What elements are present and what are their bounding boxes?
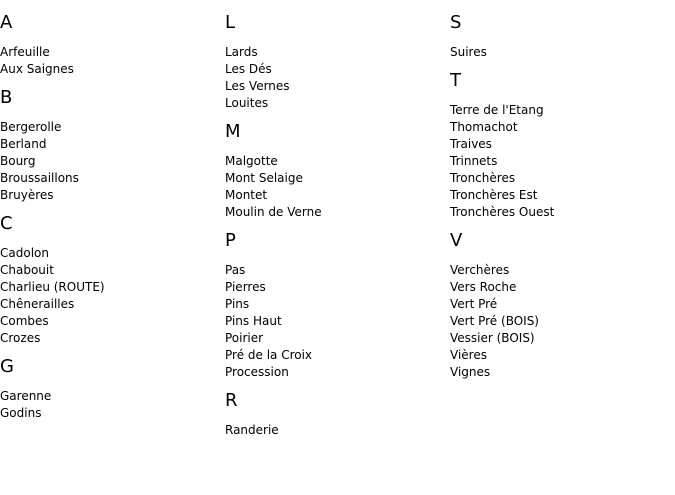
- place-link[interactable]: Vert Pré: [450, 297, 498, 311]
- place-link[interactable]: Randerie: [225, 423, 279, 437]
- place-link[interactable]: Moulin de Verne: [225, 205, 322, 219]
- place-link[interactable]: Vessier (BOIS): [450, 331, 535, 345]
- place-link[interactable]: Tronchères Est: [450, 188, 538, 202]
- letter-group: [0, 10, 220, 78]
- place-list: [225, 153, 445, 221]
- letter-group: [225, 228, 445, 381]
- place-link[interactable]: Procession: [225, 365, 289, 379]
- place-link[interactable]: Pas: [225, 263, 246, 277]
- place-link[interactable]: Vers Roche: [450, 280, 517, 294]
- place-list: [450, 44, 670, 61]
- place-link[interactable]: Les Vernes: [225, 79, 290, 93]
- place-list: [0, 119, 220, 204]
- place-link[interactable]: Bourg: [0, 154, 36, 168]
- letter-heading: L: [225, 12, 236, 33]
- place-link[interactable]: Aux Saignes: [0, 62, 74, 76]
- letter-group: [225, 119, 445, 221]
- place-link[interactable]: Tronchères Ouest: [450, 205, 555, 219]
- place-link[interactable]: Malgotte: [225, 154, 278, 168]
- place-link[interactable]: Thomachot: [450, 120, 518, 134]
- place-link[interactable]: Charlieu (ROUTE): [0, 280, 105, 294]
- letter-heading: M: [225, 121, 241, 142]
- place-list: [0, 44, 220, 78]
- place-link[interactable]: Crozes: [0, 331, 41, 345]
- letter-heading: S: [450, 12, 462, 33]
- place-link[interactable]: Louites: [225, 96, 269, 110]
- letter-heading: T: [450, 70, 461, 91]
- place-link[interactable]: Montet: [225, 188, 268, 202]
- place-link[interactable]: Mont Selaige: [225, 171, 303, 185]
- place-link[interactable]: Cadolon: [0, 246, 49, 260]
- place-link[interactable]: Chabouit: [0, 263, 54, 277]
- place-link[interactable]: Pins Haut: [225, 314, 282, 328]
- letter-heading: A: [0, 12, 13, 33]
- place-list: [225, 44, 445, 112]
- letter-group: [0, 354, 220, 422]
- place-link[interactable]: Tronchères: [450, 171, 516, 185]
- letter-group: [0, 85, 220, 204]
- place-link[interactable]: Pré de la Croix: [225, 348, 313, 362]
- index-column-1: [0, 10, 220, 429]
- place-list: [0, 388, 220, 422]
- letter-group: [0, 211, 220, 347]
- place-link[interactable]: Lards: [225, 45, 258, 59]
- place-link[interactable]: Berland: [0, 137, 47, 151]
- letter-heading: B: [0, 87, 13, 108]
- place-link[interactable]: Vières: [450, 348, 487, 362]
- place-list: [225, 262, 445, 381]
- place-link[interactable]: Garenne: [0, 389, 52, 403]
- place-link[interactable]: Vert Pré (BOIS): [450, 314, 539, 328]
- place-link[interactable]: Trinnets: [450, 154, 498, 168]
- letter-group: [225, 10, 445, 112]
- letter-group: [450, 68, 670, 221]
- place-link[interactable]: Godins: [0, 406, 42, 420]
- place-link[interactable]: Pins: [225, 297, 250, 311]
- place-list: [0, 245, 220, 347]
- letter-group: [450, 228, 670, 381]
- place-link[interactable]: Les Dés: [225, 62, 272, 76]
- place-link[interactable]: Traives: [450, 137, 492, 151]
- place-link[interactable]: Suires: [450, 45, 487, 59]
- letter-heading: P: [225, 230, 236, 251]
- letter-heading: R: [225, 390, 238, 411]
- place-link[interactable]: Bergerolle: [0, 120, 62, 134]
- place-link[interactable]: Vignes: [450, 365, 491, 379]
- letter-heading: G: [0, 356, 14, 377]
- place-list: [450, 102, 670, 221]
- place-link[interactable]: Pierres: [225, 280, 266, 294]
- place-list: [225, 422, 445, 439]
- letter-group: [225, 388, 445, 439]
- letter-group: [450, 10, 670, 61]
- place-link[interactable]: Verchères: [450, 263, 510, 277]
- place-list: [450, 262, 670, 381]
- index-column-2: [225, 10, 445, 446]
- place-link[interactable]: Poirier: [225, 331, 264, 345]
- place-link[interactable]: Arfeuille: [0, 45, 50, 59]
- place-link[interactable]: Bruyères: [0, 188, 54, 202]
- letter-heading: C: [0, 213, 13, 234]
- index-column-3: [450, 10, 670, 388]
- place-link[interactable]: Chênerailles: [0, 297, 75, 311]
- place-link[interactable]: Broussaillons: [0, 171, 79, 185]
- place-link[interactable]: Terre de l'Etang: [450, 103, 544, 117]
- place-link[interactable]: Combes: [0, 314, 49, 328]
- letter-heading: V: [450, 230, 463, 251]
